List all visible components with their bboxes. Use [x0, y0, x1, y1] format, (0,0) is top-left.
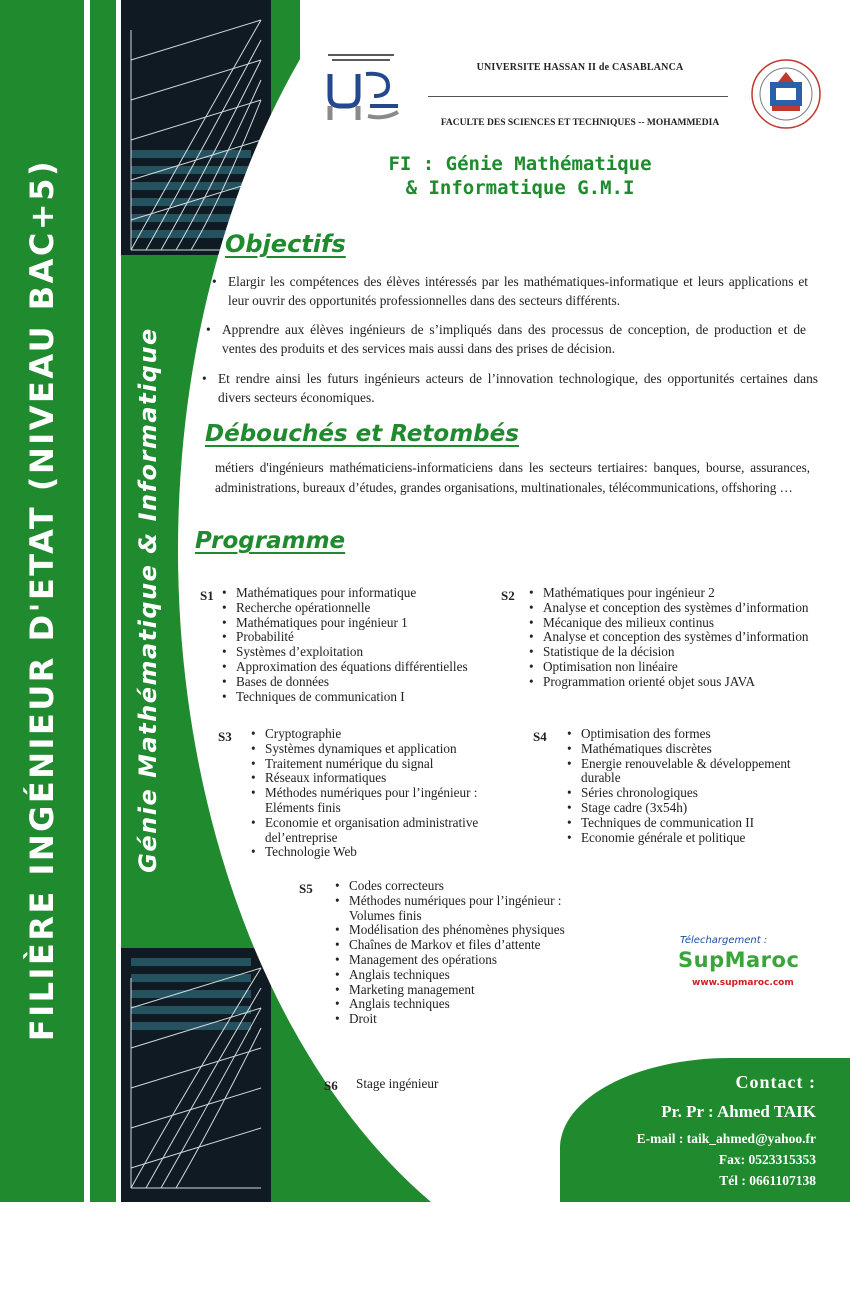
- list-item: • Techniques de communication II: [567, 816, 833, 831]
- list-item: • Mathématiques pour ingénieur 1: [222, 616, 500, 631]
- semester-label: S6: [324, 1078, 338, 1093]
- contact-tel: Tél : 0661107138: [719, 1173, 816, 1188]
- list-item: • Anglais techniques: [335, 997, 575, 1012]
- list-item: • Economie générale et politique: [567, 831, 833, 846]
- debouches-heading: Débouchés et Retombés: [205, 421, 519, 447]
- list-item: • Modélisation des phénomènes physiques: [335, 923, 575, 938]
- side-title-filiere: FILIÈRE INGÉNIEUR D'ETAT (NIVEAU BAC+5): [23, 158, 61, 1042]
- supmaroc-url[interactable]: www.supmaroc.com: [692, 978, 794, 988]
- supmaroc-download-label: Télechargement :: [680, 935, 768, 946]
- programme-title: [330, 152, 710, 200]
- semester-label: S1: [200, 588, 214, 603]
- list-item: • Stage cadre (3x54h): [567, 801, 833, 816]
- list-item: • Mathématiques pour informatique: [222, 586, 500, 601]
- list-item: • Analyse et conception des systèmes d’information: [529, 601, 832, 616]
- list-item: • Mathématiques pour ingénieur 2: [529, 586, 832, 601]
- debouches-text: métiers d'ingénieurs mathématiciens-informaticiens dans les secteurs tertiaires: banques, bourse, assurances, administrations, bureaux d’études, grandes organisations, multinationales, télécommunications, offshoring …: [215, 460, 810, 495]
- universite-hassan-ii-logo: [318, 50, 404, 124]
- side-title-genie: Génie Mathématique & Informatique: [134, 327, 162, 873]
- list-item: • Elargir les compétences des élèves intéressés par les mathématiques-informatique et leurs applications et leur ouvrir des opportunités professionnelles dans des secteurs différents.: [208, 272, 808, 310]
- list-item: • Economie et organisation administrative del’entreprise: [251, 816, 506, 846]
- list-item: • Mécanique des milieux continus: [529, 616, 832, 631]
- faculty-name: FACULTE DES SCIENCES ET TECHNIQUES -- MOHAMMEDIA: [440, 118, 720, 128]
- semester-s5-courses: [335, 879, 575, 1027]
- list-item: • Mathématiques discrètes: [567, 742, 833, 757]
- list-item: • Probabilité: [222, 630, 500, 645]
- list-item: • Programmation orienté objet sous JAVA: [529, 675, 832, 690]
- semester-label: S3: [218, 729, 232, 744]
- list-item: • Recherche opérationnelle: [222, 601, 500, 616]
- contact-email[interactable]: E-mail : taik_ahmed@yahoo.fr: [636, 1131, 816, 1146]
- objectifs-item-2: [202, 320, 806, 367]
- list-item: • Optimisation non linéaire: [529, 660, 832, 675]
- list-item: • Méthodes numériques pour l’ingénieur : Volumes finis: [335, 894, 575, 924]
- semester-label: S4: [533, 729, 547, 744]
- list-item: • Méthodes numériques pour l’ingénieur : Eléments finis: [251, 786, 506, 816]
- semester-s1-courses: [222, 586, 500, 704]
- list-item: • Management des opérations: [335, 953, 575, 968]
- objectifs-item-1: [208, 272, 808, 319]
- programme-heading: Programme: [195, 528, 346, 554]
- contact-fax: Fax: 0523315353: [718, 1152, 816, 1167]
- list-item: • Approximation des équations différentielles: [222, 660, 500, 675]
- list-item: • Et rendre ainsi les futurs ingénieurs acteurs de l’innovation technologique, des opportunités certaines dans divers secteurs économiques.: [198, 369, 818, 407]
- contact-info: [637, 1072, 816, 1191]
- university-name: UNIVERSITE HASSAN II de CASABLANCA: [476, 62, 684, 73]
- list-item: • Chaînes de Markov et files d’attente: [335, 938, 575, 953]
- list-item: • Anglais techniques: [335, 968, 575, 983]
- semester-s4-courses: [567, 727, 833, 845]
- list-item: • Codes correcteurs: [335, 879, 575, 894]
- objectifs-item-3: [198, 369, 818, 416]
- list-item: • Traitement numérique du signal: [251, 757, 506, 772]
- side-band-inner: [90, 0, 116, 1202]
- header-divider: [428, 96, 728, 97]
- list-item: • Séries chronologiques: [567, 786, 833, 801]
- semester-s3-courses: [251, 727, 506, 860]
- list-item: • Systèmes dynamiques et application: [251, 742, 506, 757]
- list-item: • Apprendre aux élèves ingénieurs de s’impliqués dans des processus de conception, de production et de ventes des produits et des services mais aussi dans des prises de décision.: [202, 320, 806, 358]
- list-item: • Systèmes d’exploitation: [222, 645, 500, 660]
- semester-label: S2: [501, 588, 515, 603]
- list-item: • Optimisation des formes: [567, 727, 833, 742]
- contact-title: Contact :: [735, 1072, 816, 1092]
- semester-s6-text: Stage ingénieur: [356, 1076, 439, 1091]
- semester-s2-courses: [529, 586, 832, 690]
- list-item: • Bases de données: [222, 675, 500, 690]
- supmaroc-logo[interactable]: SupMaroc: [678, 948, 800, 972]
- programme-title-line2: & Informatique G.M.I: [405, 177, 635, 199]
- semester-label: S5: [299, 881, 313, 896]
- list-item: • Marketing management: [335, 983, 575, 998]
- list-item: • Statistique de la décision: [529, 645, 832, 660]
- list-item: • Energie renouvelable & développement durable: [567, 757, 833, 787]
- list-item: • Technologie Web: [251, 845, 506, 860]
- list-item: • Droit: [335, 1012, 575, 1027]
- list-item: • Cryptographie: [251, 727, 506, 742]
- list-item: • Analyse et conception des systèmes d’information: [529, 630, 832, 645]
- programme-title-line1: FI : Génie Mathématique: [388, 153, 652, 175]
- list-item: • Techniques de communication I: [222, 690, 500, 705]
- contact-name: Pr. Pr : Ahmed TAIK: [661, 1102, 816, 1121]
- fst-mohammedia-logo: [750, 58, 822, 130]
- objectifs-heading: Objectifs: [225, 230, 346, 258]
- list-item: • Réseaux informatiques: [251, 771, 506, 786]
